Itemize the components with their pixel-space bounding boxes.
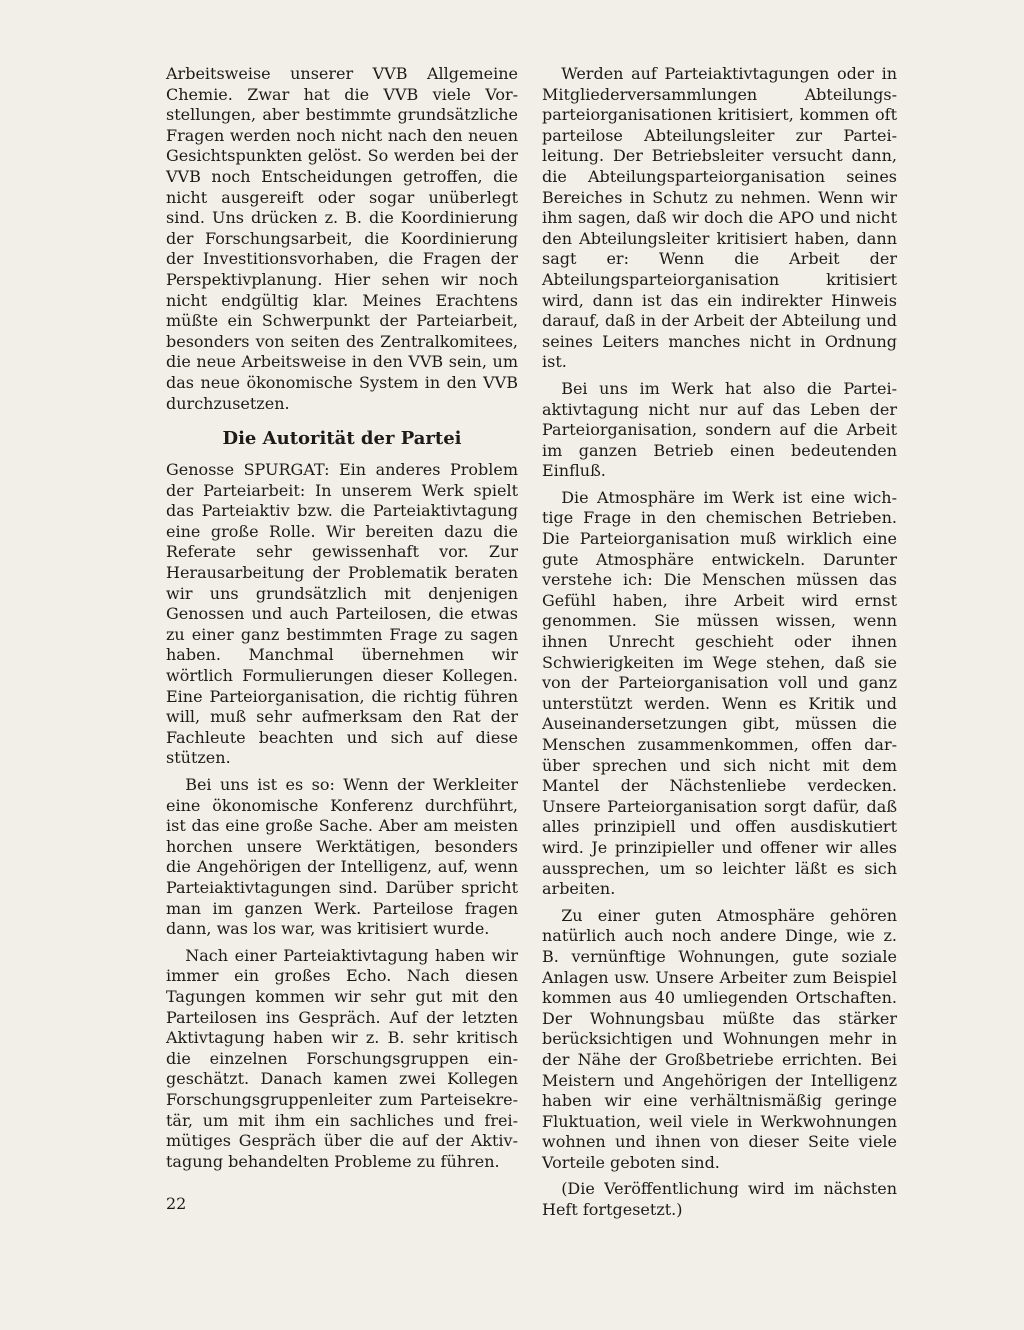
paragraph: Genosse SPURGAT: Ein anderes Problem der Parteiarbeit: In unserem Werk spielt das Parteiaktiv bzw. die Parteiaktivtagung eine große Rolle. Wir bereiten dazu die Referate sehr gewissenhaft vor. Zur Herausarbeitung der Problematik beraten wir uns grundsätzlich mit denjenigen Genossen und auch Parteilosen, die etwas zu einer ganz bestimmten Frage zu sagen haben. Manchmal übernehmen wir wörtlich Formulierungen dieser Kollegen. Eine Parteiorganisation, die richtig führen will, muß sehr aufmerksam den Rat der Fachleute beachten und sich auf diese stützen. — [166, 460, 518, 768]
paragraph: Werden auf Parteiaktivtagungen oder in Mitgliederversammlungen Abteilungsparteiorganisationen kritisiert, kommen oft parteilose Abteilungsleiter zur Parteileitung. Der Betriebsleiter versucht dann, die Abteilungsparteiorganisation seines Bereiches in Schutz zu nehmen. Wenn wir ihm sagen, daß wir doch die APO und nicht den Abteilungsleiter kritisiert haben, dann sagt er: Wenn die Arbeit der Abteilungsparteiorganisation kritisiert wird, dann ist das ein indirekter Hinweis darauf, daß in der Arbeit der Abteilung und seines Leiters manches nicht in Ordnung ist. — [542, 64, 897, 372]
paragraph: Bei uns im Werk hat also die Parteiaktivtagung nicht nur auf das Leben der Parteiorganisation, sondern auf die Arbeit im ganzen Betrieb einen bedeutenden Einfluß. — [542, 378, 897, 481]
paragraph: Arbeitsweise unserer VVB Allgemeine Chemie. Zwar hat die VVB viele Vorstellungen, aber bestimmte grundsätzliche Fragen werden noch nicht nach den neuen Gesichtspunkten gelöst. So werden bei der VVB noch Entscheidungen getroffen, die nicht ausgereift oder sogar unüberlegt sind. Uns drücken z. B. die Koordinierung der Forschungsarbeit, die Koordinierung der Investitionsvorhaben, die Fragen der Perspektivplanung. Hier sehen wir noch nicht endgültig klar. Meines Erachtens müßte ein Schwerpunkt der Parteiarbeit, besonders von seiten des Zentralkomitees, die neue Arbeitsweise in den VVB sein, um das neue ökonomische System in den VVB durchzusetzen. — [166, 64, 518, 413]
paragraph: Die Atmosphäre im Werk ist eine wichtige Frage in den chemischen Betrieben. Die Parteiorganisation muß wirklich eine gute Atmosphäre entwickeln. Darunter verstehe ich: Die Menschen müssen das Gefühl haben, ihre Arbeit wird ernst genommen. Sie müssen wissen, wenn ihnen Unrecht geschieht oder ihnen Schwierigkeiten im Wege stehen, daß sie von der Parteiorganisation voll und ganz unterstützt werden. Wenn es Kritik und Auseinandersetzungen gibt, müssen die Menschen zusammenkommen, offen darüber sprechen und sich nicht mit dem Mantel der Nächstenliebe verdecken. Unsere Parteiorganisation sorgt dafür, daß alles prinzipiell und offen ausdiskutiert wird. Je prinzipieller und offener wir alles aussprechen, um so leichter läßt es sich arbeiten. — [542, 487, 897, 899]
page-number: 22 — [166, 1194, 187, 1213]
paragraph: Nach einer Parteiaktivtagung haben wir immer ein großes Echo. Nach diesen Tagungen kommen wir sehr gut mit den Parteilosen ins Gespräch. Auf der letzten Aktivtagung haben wir z. B. sehr kritisch die einzelnen Forschungsgruppen eingeschätzt. Danach kamen zwei Kollegen Forschungsgruppenleiter zum Parteisekretär, um mit ihm ein sachliches und freimütiges Gespräch über die auf der Aktivtagung behandelten Probleme zu führen. — [166, 945, 518, 1171]
right-column — [542, 64, 897, 1227]
paragraph: Bei uns ist es so: Wenn der Werkleiter eine ökonomische Konferenz durchführt, ist das eine große Sache. Aber am meisten horchen unsere Werktätigen, besonders die Angehörigen der Intelligenz, auf, wenn Parteiaktivtagungen sind. Darüber spricht man im ganzen Werk. Parteilose fragen dann, was los war, was kritisiert wurde. — [166, 775, 518, 939]
paragraph: (Die Veröffentlichung wird im nächsten Heft fortgesetzt.) — [542, 1179, 897, 1220]
left-column — [166, 64, 518, 1178]
paragraph: Zu einer guten Atmosphäre gehören natürlich auch noch andere Dinge, wie z. B. vernünftige Wohnungen, gute soziale Anlagen usw. Unsere Arbeiter zum Beispiel kommen aus 40 umliegenden Ortschaften. Der Wohnungsbau müßte das stärker berücksichtigen und Wohnungen mehr in der Nähe der Großbetriebe errichten. Bei Meistern und Angehörigen der Intelligenz haben wir eine verhältnismäßig geringe Fluktuation, weil viele in Werkwohnungen wohnen und ihnen von dieser Seite viele Vorteile geboten sind. — [542, 905, 897, 1172]
section-heading: Die Autorität der Partei — [222, 428, 462, 450]
